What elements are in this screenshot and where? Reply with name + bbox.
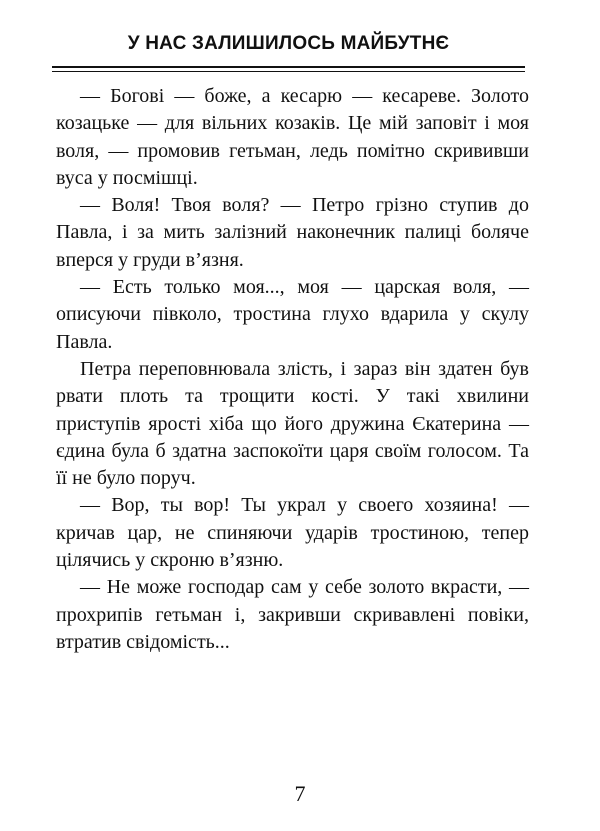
paragraph: — Вор, ты вор! Ты украл у своего хозяина! — кричав цар, не спиняючи ударів тростиною, тепер цілячись у скроню в’язню. [56,494,529,572]
page-number: 7 [294,781,306,806]
header-rule-thin [52,71,525,72]
paragraph: — Не може господар сам у себе золото вкрасти, — прохрипів гетьман і, закривши скривавлені повіки, втратив свідомість... [56,576,529,653]
paragraph: — Богові — боже, а кесарю — кесареве. Золото козацьке — для вільних козаків. Це мій заповіт і моя воля, — промовив гетьман, ледь помітно скрививши вуса у посмішці. [56,85,529,189]
paragraph: — Воля! Твоя воля? — Петро грізно ступив до Павла, і за мить залізний наконечник палиці боляче вперся у груди в’язня. [56,194,529,271]
paragraph: — Есть только моя..., моя — царская воля, — описуючи півколо, тростина глухо вдарила у скулу Павла. [56,276,529,353]
header-rule-thick [52,66,525,68]
body-text [56,83,529,656]
running-header: У НАС ЗАЛИШИЛОСЬ МАЙБУТНЄ [127,33,450,54]
paragraph: Петра переповнювала злість, і зараз він здатен був рвати плоть та трощити кості. У такі хвилини приступів ярості хіба що його дружина Єкатерина — єдина була б здатна заспокоїти царя своїм голосом. Та її не було поруч. [56,357,529,490]
